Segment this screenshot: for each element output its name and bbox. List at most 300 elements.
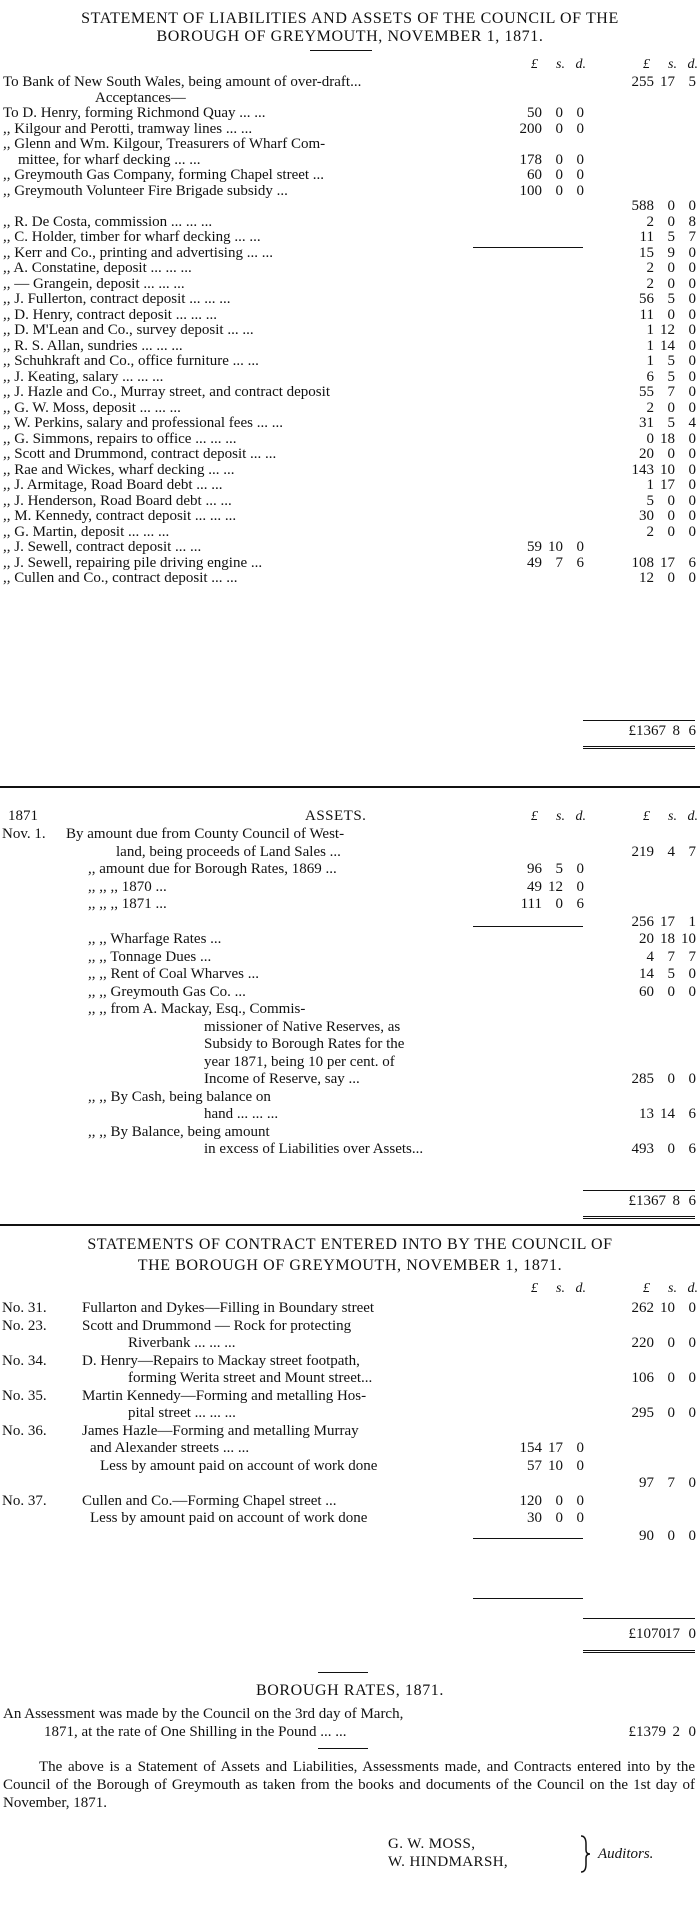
currency-shillings-label: s. bbox=[556, 1281, 565, 1296]
total-amount-shillings: 0 bbox=[667, 1335, 675, 1351]
liabilities-row bbox=[0, 152, 700, 169]
liabilities-amounts bbox=[490, 446, 695, 463]
total-amount-pounds: 588 bbox=[631, 198, 654, 214]
liabilities-amounts bbox=[490, 384, 695, 401]
total-amount-pounds: 256 bbox=[631, 913, 654, 930]
total-amount-pounds: 108 bbox=[631, 554, 654, 571]
total-amount-shillings: 0 bbox=[667, 570, 675, 586]
total-amount-pounds: 2 bbox=[646, 399, 654, 416]
rates-line2: 1871, at the rate of One Shilling in the Pound ... ... bbox=[44, 1724, 347, 1740]
total-double-rule bbox=[583, 746, 695, 749]
total-amount-shillings: 0 bbox=[667, 492, 675, 509]
sub-amount bbox=[490, 105, 582, 122]
sub-amount-pence: 0 bbox=[576, 182, 584, 199]
assets-row bbox=[0, 949, 700, 966]
contracts-row-text: James Hazle—Forming and metalling Murray bbox=[82, 1422, 359, 1439]
liabilities-row-text: Acceptances— bbox=[95, 89, 186, 106]
total-amount bbox=[602, 1071, 695, 1088]
total-amount-pounds: 0 bbox=[646, 430, 654, 447]
liabilities-row bbox=[0, 74, 700, 91]
contracts-amounts bbox=[490, 1528, 695, 1545]
sub-amount-pounds: 59 bbox=[527, 539, 542, 555]
liabilities-row-text: ,, J. Henderson, Road Board debt ... ... bbox=[3, 492, 232, 509]
contract-number: No. 35. bbox=[2, 1387, 47, 1404]
contracts-row bbox=[0, 1405, 700, 1422]
total-amount-shillings: 17 bbox=[660, 477, 675, 493]
sub-amount-pence: 0 bbox=[576, 861, 584, 877]
assets-row bbox=[0, 931, 700, 948]
total-amount-shillings: 0 bbox=[667, 306, 675, 323]
currency-pence-label: d. bbox=[687, 809, 698, 824]
total-amount bbox=[602, 984, 695, 1001]
total-amount bbox=[602, 384, 695, 401]
assets-row bbox=[0, 1089, 700, 1106]
contracts-amounts bbox=[490, 1318, 695, 1335]
sub-amount bbox=[490, 861, 582, 878]
liabilities-amounts bbox=[490, 555, 695, 572]
assets-row-text: ,, ,, ,, 1871 ... bbox=[88, 896, 167, 912]
sub-amount-pence: 0 bbox=[576, 1440, 584, 1456]
liabilities-row-text: ,, Schuhkraft and Co., office furniture ... ... bbox=[3, 353, 259, 369]
assets-date: Nov. 1. bbox=[2, 826, 46, 842]
contracts-total-row bbox=[0, 1626, 700, 1643]
assets-amounts bbox=[490, 931, 695, 948]
closing-paragraph: The above is a Statement of Assets and Liabilities, Assessments made, and Contracts entered into by the Council of the Borough of Greymouth as taken from the books and documents of the Council on the 1st day of November, 1871. bbox=[3, 1759, 695, 1811]
contracts-amounts bbox=[490, 1335, 695, 1352]
assets-row-text: ,, ,, Tonnage Dues ... bbox=[88, 948, 212, 965]
sub-amount bbox=[490, 555, 582, 572]
liabilities-amounts bbox=[490, 291, 695, 308]
total-amount-shillings: 9 bbox=[667, 244, 675, 261]
currency-pence-label: d. bbox=[687, 57, 698, 72]
total-amount-pounds: 2 bbox=[646, 260, 654, 276]
liabilities-amounts bbox=[490, 214, 695, 231]
liabilities-amounts bbox=[490, 570, 695, 587]
liabilities-row bbox=[0, 198, 700, 215]
total-rule bbox=[583, 1190, 695, 1191]
liabilities-row bbox=[0, 183, 700, 200]
liabilities-row bbox=[0, 105, 700, 122]
sub-amount-pence: 0 bbox=[576, 151, 584, 168]
liabilities-total-pounds: £1367 bbox=[628, 723, 666, 739]
liabilities-row-text: ,, Kilgour and Perotti, tramway lines ... ... bbox=[3, 120, 253, 137]
total-amount-shillings: 14 bbox=[660, 1106, 675, 1122]
assets-row bbox=[0, 879, 700, 896]
total-amount-shillings: 0 bbox=[667, 983, 675, 1000]
total-amount-pence: 6 bbox=[688, 1141, 696, 1157]
total-amount bbox=[602, 966, 695, 983]
total-amount-shillings: 0 bbox=[667, 446, 675, 462]
total-amount-shillings: 4 bbox=[667, 843, 675, 860]
total-amount-pence: 6 bbox=[688, 1106, 696, 1122]
assets-row-text: By amount due from County Council of West- bbox=[66, 826, 345, 842]
assets-amounts bbox=[490, 1036, 695, 1053]
currency-shillings-label: s. bbox=[668, 809, 677, 824]
contracts-row-text: Cullen and Co.—Forming Chapel street ... bbox=[82, 1492, 337, 1509]
contract-number: No. 36. bbox=[2, 1422, 47, 1439]
currency-pounds-label: £ bbox=[531, 1281, 538, 1296]
total-amount-pounds: 11 bbox=[639, 229, 654, 245]
assets-total-pounds: £1367 bbox=[628, 1193, 666, 1209]
total-amount bbox=[602, 229, 695, 246]
liabilities-row bbox=[0, 307, 700, 324]
rates-amount-row bbox=[0, 1724, 700, 1741]
total-amount bbox=[602, 400, 695, 417]
currency-pence-label: d. bbox=[575, 809, 586, 824]
sub-amount-pounds: 120 bbox=[519, 1492, 542, 1509]
liabilities-row bbox=[0, 214, 700, 231]
total-amount bbox=[602, 322, 695, 339]
sub-amount bbox=[490, 896, 582, 913]
assets-total-shillings: 8 bbox=[672, 1193, 680, 1209]
assets-amounts bbox=[490, 1071, 695, 1088]
total-amount-pounds: 1 bbox=[646, 337, 654, 354]
total-amount-shillings: 0 bbox=[667, 198, 675, 214]
total-amount-shillings: 0 bbox=[667, 1370, 675, 1386]
contracts-amounts bbox=[490, 1370, 695, 1387]
currency-pence-label: d. bbox=[687, 1281, 698, 1296]
total-amount-pounds: 295 bbox=[631, 1405, 654, 1421]
liabilities-row bbox=[0, 415, 700, 432]
section-divider bbox=[0, 786, 700, 788]
assets-amounts bbox=[490, 984, 695, 1001]
liabilities-row bbox=[0, 462, 700, 479]
liabilities-amounts bbox=[490, 276, 695, 293]
contracts-amounts bbox=[490, 1300, 695, 1317]
total-amount-shillings: 7 bbox=[667, 384, 675, 400]
subtotal-rule bbox=[473, 1598, 583, 1599]
sub-amount-shillings: 0 bbox=[555, 167, 563, 183]
total-amount-shillings: 0 bbox=[667, 1071, 675, 1087]
sub-amount bbox=[490, 152, 582, 169]
liabilities-row-text: ,, J. Armitage, Road Board debt ... ... bbox=[3, 477, 223, 493]
total-amount-pounds: 4 bbox=[646, 948, 654, 965]
total-amount-pence: 7 bbox=[688, 843, 696, 860]
total-amount-shillings: 5 bbox=[667, 966, 675, 982]
contracts-row-text: Less by amount paid on account of work done bbox=[90, 1510, 368, 1526]
contract-number: No. 37. bbox=[2, 1492, 47, 1509]
assets-row-text: ,, ,, ,, 1870 ... bbox=[88, 878, 167, 895]
currency-pounds-label: £ bbox=[643, 1281, 650, 1296]
sub-amount-shillings: 0 bbox=[555, 105, 563, 121]
total-amount-shillings: 14 bbox=[660, 337, 675, 354]
total-amount bbox=[602, 1300, 695, 1317]
sub-amount bbox=[490, 1458, 582, 1475]
assets-amounts bbox=[490, 1124, 695, 1141]
contracts-amounts bbox=[490, 1405, 695, 1422]
total-amount-shillings: 0 bbox=[667, 508, 675, 524]
sub-amount-pounds: 30 bbox=[527, 1510, 542, 1526]
assets-amounts bbox=[490, 914, 695, 931]
sub-amount-shillings: 0 bbox=[555, 120, 563, 137]
liabilities-amounts bbox=[490, 229, 695, 246]
sub-amount-shillings: 17 bbox=[548, 1440, 563, 1456]
liabilities-row bbox=[0, 260, 700, 277]
liabilities-row-text: ,, G. W. Moss, deposit ... ... ... bbox=[3, 399, 181, 416]
subtotal-rule bbox=[473, 1538, 583, 1539]
total-amount-shillings: 10 bbox=[660, 461, 675, 478]
assets-row bbox=[0, 896, 700, 913]
total-amount-pence: 0 bbox=[688, 430, 696, 447]
total-amount bbox=[602, 338, 695, 355]
liabilities-row-text: ,, W. Perkins, salary and professional fees ... ... bbox=[3, 415, 283, 431]
sub-amount-shillings: 10 bbox=[548, 539, 563, 555]
total-amount-pence: 0 bbox=[688, 337, 696, 354]
sub-amount-pence: 0 bbox=[576, 1510, 584, 1526]
assets-row bbox=[0, 1071, 700, 1088]
total-amount bbox=[602, 307, 695, 324]
total-amount-pence: 0 bbox=[688, 983, 696, 1000]
liabilities-heading-line2: BOROUGH OF GREYMOUTH, NOVEMBER 1, 1871. bbox=[156, 28, 544, 45]
total-amount-pence: 0 bbox=[688, 322, 696, 338]
liabilities-row-text: ,, D. Henry, contract deposit ... ... ... bbox=[3, 306, 217, 323]
sub-amount-shillings: 0 bbox=[555, 151, 563, 168]
total-amount bbox=[602, 446, 695, 463]
liabilities-row-text: ,, D. M'Lean and Co., survey deposit ... ... bbox=[3, 322, 254, 338]
total-amount-shillings: 5 bbox=[667, 353, 675, 369]
liabilities-heading-line1: STATEMENT OF LIABILITIES AND ASSETS OF THE COUNCIL OF THE bbox=[81, 10, 619, 27]
sub-amount bbox=[490, 1440, 582, 1457]
liabilities-row bbox=[0, 136, 700, 153]
sub-amount-pence: 0 bbox=[576, 1492, 584, 1509]
contracts-row-text: Riverbank ... ... ... bbox=[128, 1335, 236, 1351]
assets-year: 1871 bbox=[8, 808, 38, 824]
liabilities-row bbox=[0, 400, 700, 417]
liabilities-amounts bbox=[490, 307, 695, 324]
total-amount bbox=[602, 1528, 695, 1545]
currency-pence-label: d. bbox=[575, 57, 586, 72]
contracts-amounts bbox=[490, 1475, 695, 1492]
liabilities-amounts bbox=[490, 152, 695, 169]
assets-amounts bbox=[490, 1001, 695, 1018]
liabilities-row bbox=[0, 338, 700, 355]
assets-row-text: ,, ,, By Balance, being amount bbox=[88, 1123, 270, 1140]
assets-amounts bbox=[490, 879, 695, 896]
assets-amounts bbox=[490, 861, 695, 878]
liabilities-amounts bbox=[490, 369, 695, 386]
liabilities-currency-header bbox=[0, 56, 700, 73]
liabilities-amounts bbox=[490, 353, 695, 370]
total-amount-shillings: 5 bbox=[667, 229, 675, 245]
liabilities-amounts bbox=[490, 260, 695, 277]
sub-amount-shillings: 0 bbox=[555, 1492, 563, 1509]
liabilities-row bbox=[0, 276, 700, 293]
total-amount-pounds: 493 bbox=[631, 1141, 654, 1157]
total-amount-pounds: 55 bbox=[639, 384, 654, 400]
total-amount-pence: 0 bbox=[688, 384, 696, 400]
subtotal-rule bbox=[473, 926, 583, 927]
liabilities-row-text: ,, J. Hazle and Co., Murray street, and contract deposit bbox=[3, 384, 330, 400]
total-amount-pounds: 11 bbox=[639, 306, 654, 323]
sub-amount-shillings: 0 bbox=[555, 896, 563, 912]
currency-pence-label: d. bbox=[575, 1281, 586, 1296]
liabilities-row bbox=[0, 322, 700, 339]
contracts-row-text: Less by amount paid on account of work done bbox=[100, 1457, 378, 1474]
total-amount-shillings: 0 bbox=[667, 1527, 675, 1544]
liabilities-amounts bbox=[490, 539, 695, 556]
total-amount-pounds: 5 bbox=[646, 492, 654, 509]
total-amount-pence: 0 bbox=[688, 523, 696, 540]
assets-row bbox=[0, 826, 700, 843]
currency-pounds-label: £ bbox=[643, 57, 650, 72]
total-amount-shillings: 0 bbox=[667, 399, 675, 416]
liabilities-row-text: ,, Greymouth Gas Company, forming Chapel street ... bbox=[3, 167, 325, 183]
liabilities-amounts bbox=[490, 493, 695, 510]
total-amount bbox=[602, 570, 695, 587]
liabilities-row-text: mittee, for wharf decking ... ... bbox=[18, 151, 201, 168]
sub-amount-pence: 0 bbox=[576, 539, 584, 555]
contracts-amounts bbox=[490, 1510, 695, 1527]
total-amount-pounds: 97 bbox=[639, 1475, 654, 1491]
contracts-row bbox=[0, 1510, 700, 1527]
contracts-row-text: forming Werita street and Mount street... bbox=[128, 1370, 373, 1386]
total-amount-pence: 0 bbox=[688, 306, 696, 323]
liabilities-row bbox=[0, 539, 700, 556]
contracts-row bbox=[0, 1458, 700, 1475]
assets-row-text: ,, amount due for Borough Rates, 1869 ... bbox=[88, 861, 337, 877]
total-amount-shillings: 7 bbox=[667, 1475, 675, 1491]
sub-amount bbox=[490, 879, 582, 896]
sub-amount-pounds: 50 bbox=[527, 105, 542, 121]
total-amount-pence: 0 bbox=[688, 1335, 696, 1351]
contracts-total-pence: 0 bbox=[688, 1626, 696, 1642]
total-amount-pence: 0 bbox=[688, 966, 696, 982]
total-amount-pence: 0 bbox=[688, 492, 696, 509]
total-amount-pence: 0 bbox=[688, 570, 696, 586]
rates-amount-shillings: 2 bbox=[672, 1724, 680, 1740]
contracts-row-text: Martin Kennedy—Forming and metalling Hos- bbox=[82, 1387, 367, 1404]
liabilities-row-text: ,, Scott and Drummond, contract deposit ... ... bbox=[3, 446, 277, 462]
total-amount-pence: 0 bbox=[688, 260, 696, 276]
total-amount-shillings: 17 bbox=[660, 913, 675, 930]
contracts-currency-header bbox=[0, 1280, 700, 1297]
sub-amount-pounds: 154 bbox=[519, 1440, 542, 1456]
total-amount-pence: 0 bbox=[688, 508, 696, 524]
contracts-row-text: D. Henry—Repairs to Mackay street footpath, bbox=[82, 1352, 360, 1369]
total-amount bbox=[602, 214, 695, 231]
assets-amounts bbox=[490, 1054, 695, 1071]
sub-amount bbox=[490, 539, 582, 556]
total-amount bbox=[602, 931, 695, 948]
total-amount-pounds: 1 bbox=[646, 477, 654, 493]
sub-amount-pence: 0 bbox=[576, 120, 584, 137]
liabilities-amounts bbox=[490, 74, 695, 91]
total-amount-shillings: 17 bbox=[660, 74, 675, 90]
liabilities-row-text: ,, Glenn and Wm. Kilgour, Treasurers of Wharf Com- bbox=[3, 136, 326, 152]
total-amount-pence: 0 bbox=[688, 1370, 696, 1386]
total-amount-pence: 1 bbox=[688, 913, 696, 930]
contracts-row-text: Scott and Drummond — Rock for protecting bbox=[82, 1317, 352, 1334]
contracts-row-text: pital street ... ... ... bbox=[128, 1405, 236, 1421]
liabilities-row-text: ,, G. Martin, deposit ... ... ... bbox=[3, 523, 170, 540]
total-amount bbox=[602, 1141, 695, 1158]
assets-amounts bbox=[490, 844, 695, 861]
contracts-row bbox=[0, 1353, 700, 1370]
total-amount-pence: 0 bbox=[688, 368, 696, 385]
sub-amount-pence: 6 bbox=[576, 554, 584, 571]
assets-row bbox=[0, 914, 700, 931]
currency-pounds-label: £ bbox=[531, 57, 538, 72]
total-amount-pence: 0 bbox=[688, 461, 696, 478]
liabilities-total-row bbox=[0, 723, 700, 740]
liabilities-amounts bbox=[490, 431, 695, 448]
assets-amounts bbox=[490, 966, 695, 983]
heading-rule bbox=[310, 50, 372, 51]
liabilities-row-text: ,, Greymouth Volunteer Fire Brigade subsidy ... bbox=[3, 182, 288, 199]
total-amount-shillings: 7 bbox=[667, 948, 675, 965]
total-amount-shillings: 10 bbox=[660, 1300, 675, 1316]
assets-row-text: hand ... ... ... bbox=[204, 1106, 279, 1122]
contracts-row bbox=[0, 1493, 700, 1510]
sub-amount-shillings: 0 bbox=[555, 1510, 563, 1526]
total-rule bbox=[583, 720, 695, 721]
contract-number: No. 23. bbox=[2, 1317, 47, 1334]
assets-amounts bbox=[490, 1141, 695, 1158]
total-amount bbox=[602, 555, 695, 572]
liabilities-amounts bbox=[490, 462, 695, 479]
total-amount bbox=[602, 1335, 695, 1352]
total-amount-pence: 0 bbox=[688, 477, 696, 493]
total-amount bbox=[602, 74, 695, 91]
total-amount-shillings: 0 bbox=[667, 1405, 675, 1421]
contracts-row bbox=[0, 1300, 700, 1317]
contracts-total-pounds: £1070 bbox=[628, 1626, 666, 1642]
total-amount bbox=[602, 431, 695, 448]
total-amount-shillings: 0 bbox=[667, 213, 675, 230]
liabilities-row bbox=[0, 524, 700, 541]
heading-rule bbox=[318, 1748, 368, 1749]
liabilities-amounts bbox=[490, 136, 695, 153]
liabilities-amounts bbox=[490, 415, 695, 432]
total-amount-shillings: 18 bbox=[660, 931, 675, 947]
sub-amount-shillings: 7 bbox=[555, 554, 563, 571]
total-amount-shillings: 5 bbox=[667, 415, 675, 431]
assets-row bbox=[0, 984, 700, 1001]
total-amount-pence: 0 bbox=[688, 198, 696, 214]
liabilities-row-text: ,, Rae and Wickes, wharf decking ... ... bbox=[3, 461, 235, 478]
total-amount-shillings: 0 bbox=[667, 523, 675, 540]
assets-amounts bbox=[490, 949, 695, 966]
total-amount bbox=[602, 462, 695, 479]
total-amount-pence: 0 bbox=[688, 446, 696, 462]
auditors-label: Auditors. bbox=[598, 1846, 654, 1862]
total-amount bbox=[602, 914, 695, 931]
assets-row-text: ,, ,, Wharfage Rates ... bbox=[88, 931, 222, 947]
assets-row-text: land, being proceeds of Land Sales ... bbox=[116, 843, 341, 860]
liabilities-row bbox=[0, 245, 700, 262]
assets-row bbox=[0, 1001, 700, 1018]
total-amount bbox=[602, 1370, 695, 1387]
contracts-amounts bbox=[490, 1353, 695, 1370]
liabilities-row bbox=[0, 167, 700, 184]
heading-rule bbox=[318, 1672, 368, 1673]
total-amount-pounds: 106 bbox=[631, 1370, 654, 1386]
liabilities-amounts bbox=[490, 322, 695, 339]
assets-row-text: Income of Reserve, say ... bbox=[204, 1071, 360, 1087]
total-amount-pence: 0 bbox=[688, 1405, 696, 1421]
sub-amount-pounds: 96 bbox=[527, 861, 542, 877]
sub-amount-shillings: 0 bbox=[555, 182, 563, 199]
sub-amount-pounds: 200 bbox=[519, 120, 542, 137]
total-amount-pence: 0 bbox=[688, 1527, 696, 1544]
total-amount bbox=[602, 508, 695, 525]
assets-row-text: ,, ,, Greymouth Gas Co. ... bbox=[88, 983, 246, 1000]
sub-amount-shillings: 10 bbox=[548, 1457, 563, 1474]
total-amount-pounds: 12 bbox=[639, 570, 654, 586]
total-double-rule bbox=[583, 1216, 695, 1219]
sub-amount bbox=[490, 121, 582, 138]
currency-pounds-label: £ bbox=[531, 809, 538, 824]
